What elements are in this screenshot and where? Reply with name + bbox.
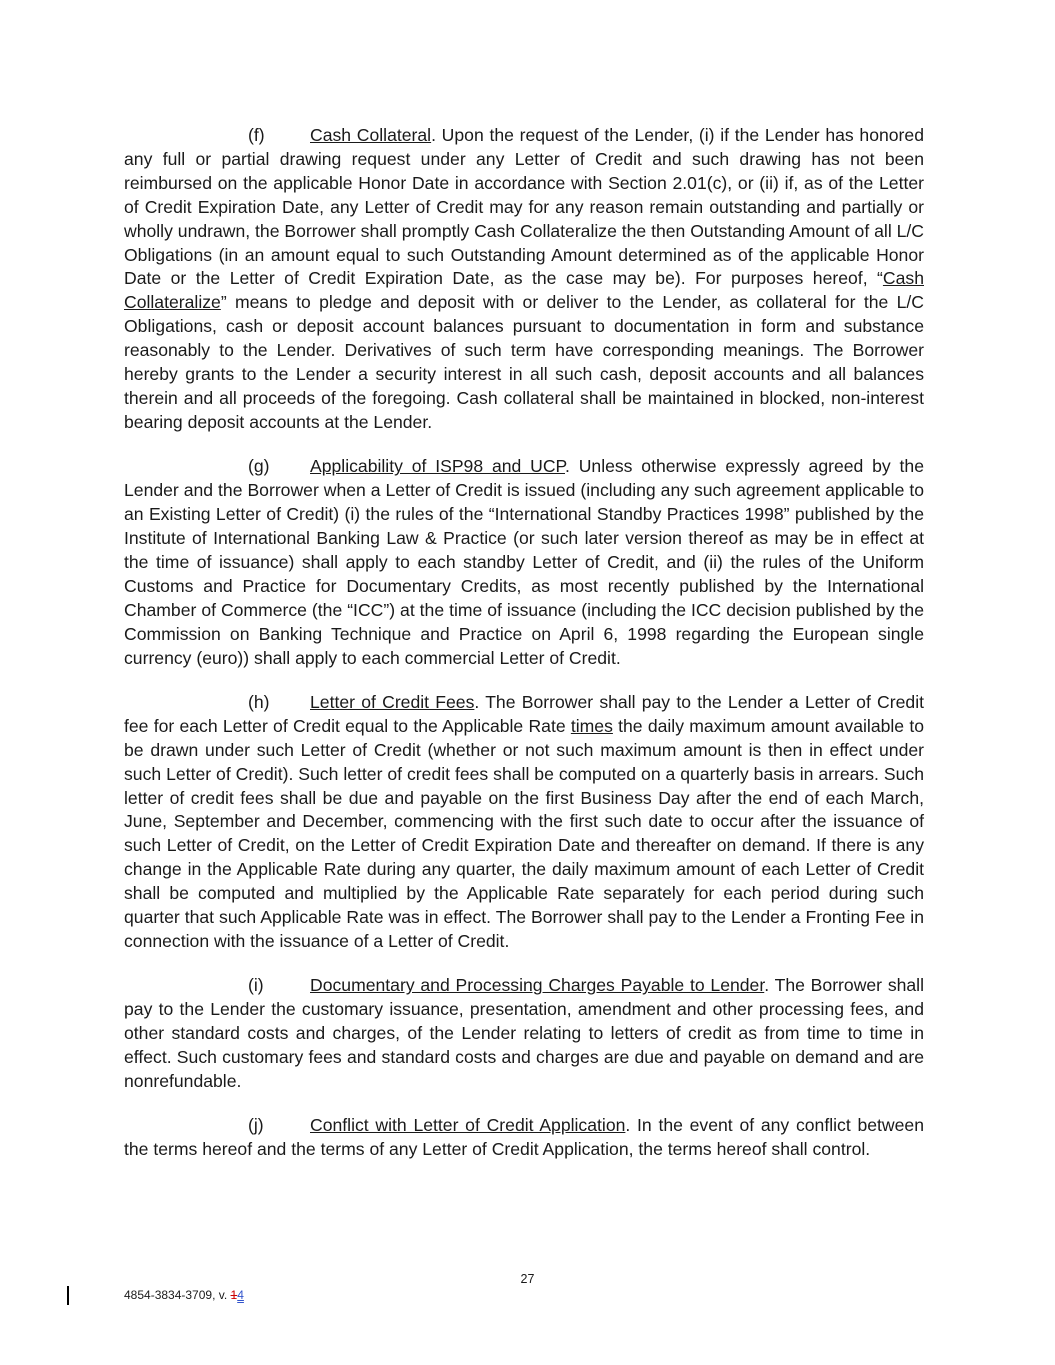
revision-change-bar xyxy=(67,1286,69,1305)
paragraph-number: (i) xyxy=(248,975,264,996)
paragraph-j xyxy=(124,1114,924,1162)
paragraph-text: . Unless otherwise expressly agreed by the Lender and the Borrower when a Letter of Credit is issued (including any such agreement applicable to an Existing Letter of Credit) (i) the rules of the “International Standby Practices 1998” published by the Institute of International Banking Law & Practice (or such later version thereof as may be in effect at the time of issuance) shall apply to each standby Letter of Credit, and (ii) the rules of the Uniform Customs and Practice for Documentary Credits, as most recently published by the International Chamber of Commerce (the “ICC”) at the time of issuance (including the ICC decision published by the Commission on Banking Technique and Practice on April 6, 1998 regarding the European single currency (euro)) shall apply to each commercial Letter of Credit. xyxy=(124,456,924,668)
page-number: 27 xyxy=(520,1272,535,1286)
emphasis-term: times xyxy=(570,715,613,736)
paragraph-text: the daily maximum amount available to be drawn under such Letter of Credit (whether or not such maximum amount is then in effect under such Letter of Credit). Such letter of credit fees shall be computed on a quarterly basis in arrears. Such letter of credit fees shall be due and payable on the first Business Day after the end of each March, June, September and December, commencing with the first such date to occur after the issuance of such Letter of Credit, on the Letter of Credit Expiration Date and thereafter on demand. If there is any change in the Applicable Rate during any quarter, the daily maximum amount of each Letter of Credit shall be computed and multiplied by the Applicable Rate separately for each period during such quarter that such Applicable Rate was in effect. The Borrower shall pay to the Lender a Fronting Fee in connection with the issuance of a Letter of Credit. xyxy=(124,715,924,951)
paragraph-text: . The Borrower shall pay to the Lender the customary issuance, presentation, amendment and other processing fees, and other standard costs and charges, of the Lender relating to letters of credit as from time to time in effect. Such customary fees and standard costs and charges are due and payable on demand and are nonrefundable. xyxy=(124,975,924,1092)
paragraph-heading: Applicability of ISP98 and UCP xyxy=(310,456,565,477)
paragraph-number: (h) xyxy=(248,691,270,712)
paragraph-g xyxy=(124,455,924,670)
paragraph-heading: Conflict with Letter of Credit Application xyxy=(310,1115,626,1136)
paragraph-i xyxy=(124,974,924,1094)
document-id-footer xyxy=(124,1288,244,1302)
inserted-version: 4 xyxy=(237,1288,244,1302)
paragraph-number: (j) xyxy=(248,1115,264,1136)
paragraph-text: ” means to pledge and deposit with or deliver to the Lender, as collateral for the L/C Obligations, cash or deposit account balances pursuant to documentation in form and substance reasonably to the Lender. Derivatives of such term have corresponding meanings. The Borrower hereby grants to the Lender a security interest in all such cash, deposit accounts and all balances therein and all proceeds of the foregoing. Cash collateral shall be maintained in blocked, non-interest bearing deposit accounts at the Lender. xyxy=(124,292,924,432)
document-body xyxy=(124,124,924,1183)
paragraph-text: . Upon the request of the Lender, (i) if the Lender has honored any full or partial drawing request under any Letter of Credit and such drawing has not been reimbursed on the applicable Honor Date in accordance with Section 2.01(c), or (ii) if, as of the Letter of Credit Expiration Date, any Letter of Credit may for any reason remain outstanding and partially or wholly undrawn, the Borrower shall promptly Cash Collateralize the then Outstanding Amount of all L/C Obligations (in an amount equal to such Outstanding Amount determined as of the applicable Honor Date or the Letter of Credit Expiration Date, as the case may be). For purposes hereof, “ xyxy=(124,125,924,289)
defined-term: Cash Collateralize xyxy=(124,268,924,313)
document-id: 4854-3834-3709, v. xyxy=(124,1288,231,1302)
paragraph-number: (f) xyxy=(248,125,265,145)
paragraph-text: . In the event of any conflict between the terms hereof and the terms of any Letter of Credit Application, the terms hereof shall control. xyxy=(124,1115,924,1160)
paragraph-heading: Letter of Credit Fees xyxy=(310,691,475,712)
paragraph-f xyxy=(124,124,924,435)
paragraph-text: . The Borrower shall pay to the Lender a Letter of Credit fee for each Letter of Credit equal to the Applicable Rate xyxy=(124,691,924,736)
paragraph-heading: Documentary and Processing Charges Payable to Lender xyxy=(310,975,765,996)
deleted-version: 1 xyxy=(230,1288,238,1302)
paragraph-number: (g) xyxy=(248,456,270,477)
paragraph-h xyxy=(124,691,924,954)
paragraph-heading: Cash Collateral xyxy=(310,125,432,145)
